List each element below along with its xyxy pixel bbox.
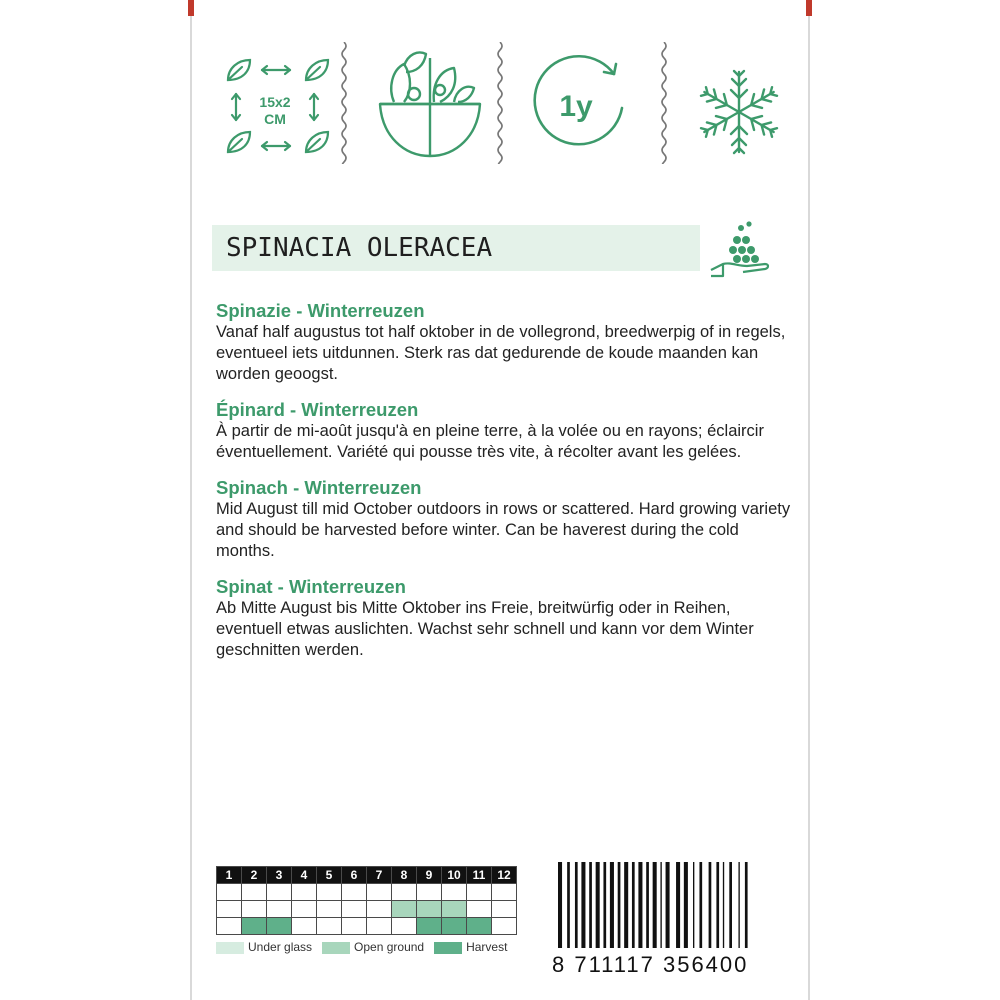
legend-label: Harvest bbox=[466, 940, 508, 954]
legend-item-open-ground bbox=[322, 940, 424, 954]
legend-swatch bbox=[322, 942, 350, 954]
section-title: Spinazie - Winterreuzen bbox=[216, 300, 425, 321]
legend-swatch bbox=[216, 942, 244, 954]
section-de bbox=[216, 576, 796, 661]
section-title: Épinard - Winterreuzen bbox=[216, 399, 419, 420]
calendar-month-5: 5 bbox=[317, 867, 342, 884]
section-title: Spinat - Winterreuzen bbox=[216, 576, 406, 597]
calendar-month-9: 9 bbox=[417, 867, 442, 884]
spacing-value: 15x2 bbox=[259, 94, 291, 110]
barcode bbox=[552, 862, 774, 978]
section-fr bbox=[216, 399, 796, 463]
calendar-cell bbox=[417, 918, 442, 935]
legend-label: Open ground bbox=[354, 940, 425, 954]
annual-cycle-icon bbox=[528, 40, 632, 170]
calendar-row-harvest bbox=[217, 918, 517, 935]
description-sections bbox=[216, 300, 796, 675]
barcode-bar bbox=[624, 862, 628, 948]
barcode-bar bbox=[610, 862, 614, 948]
cycle-label: 1y bbox=[559, 90, 593, 123]
calendar-month-4: 4 bbox=[292, 867, 317, 884]
calendar-month-3: 3 bbox=[267, 867, 292, 884]
barcode-bar bbox=[567, 862, 570, 948]
calendar-cell bbox=[342, 918, 367, 935]
legend-label: Under glass bbox=[248, 940, 313, 954]
hand-with-seeds-icon bbox=[707, 218, 777, 280]
calendar-cell bbox=[217, 884, 242, 901]
calendar-month-1: 1 bbox=[217, 867, 242, 884]
calendar-month-8: 8 bbox=[392, 867, 417, 884]
barcode-bar bbox=[618, 862, 621, 948]
barcode-bar bbox=[745, 862, 748, 948]
barcode-bars bbox=[552, 862, 774, 950]
calendar-month-2: 2 bbox=[242, 867, 267, 884]
barcode-bar bbox=[709, 862, 712, 948]
calendar-months-row bbox=[217, 867, 517, 884]
barcode-bar bbox=[723, 862, 724, 948]
calendar-legend bbox=[216, 940, 517, 954]
calendar-cell bbox=[442, 884, 467, 901]
barcode-bar bbox=[699, 862, 702, 948]
barcode-bar bbox=[716, 862, 719, 948]
section-en bbox=[216, 477, 796, 562]
calendar-cell bbox=[267, 918, 292, 935]
calendar-cell bbox=[342, 901, 367, 918]
calendar-cell bbox=[442, 918, 467, 935]
spacing-leaves-icon bbox=[220, 40, 330, 170]
legend-item-harvest bbox=[434, 940, 507, 954]
calendar-cell bbox=[467, 918, 492, 935]
calendar-cell bbox=[292, 884, 317, 901]
calendar-cell bbox=[417, 901, 442, 918]
calendar-cell bbox=[442, 901, 467, 918]
calendar-month-7: 7 bbox=[367, 867, 392, 884]
barcode-bar bbox=[646, 862, 649, 948]
wavy-line-icon bbox=[494, 42, 506, 164]
barcode-bar bbox=[581, 862, 585, 948]
icon-row bbox=[192, 40, 812, 180]
calendar-month-10: 10 bbox=[442, 867, 467, 884]
calendar-cell bbox=[492, 901, 517, 918]
calendar-cell bbox=[217, 918, 242, 935]
calendar-cell bbox=[317, 901, 342, 918]
calendar-month-11: 11 bbox=[467, 867, 492, 884]
section-body: Vanaf half augustus tot half oktober in de vollegrond, breedwerpig of in regels, eventueel iets uitdunnen. Sterk ras dat gedurende de koude maanden kan worden geoogst. bbox=[216, 323, 786, 383]
calendar-cell bbox=[392, 884, 417, 901]
barcode-bar bbox=[589, 862, 592, 948]
barcode-bar bbox=[632, 862, 635, 948]
scientific-name-band bbox=[212, 225, 700, 271]
calendar-cell bbox=[317, 918, 342, 935]
legend-swatch bbox=[434, 942, 462, 954]
calendar-row-under-glass bbox=[217, 884, 517, 901]
calendar-cell bbox=[392, 901, 417, 918]
calendar-cell bbox=[267, 884, 292, 901]
calendar-cell bbox=[467, 901, 492, 918]
snowflake-icon bbox=[694, 40, 784, 170]
wavy-line-icon bbox=[338, 42, 350, 164]
calendar-cell bbox=[267, 901, 292, 918]
barcode-bar bbox=[575, 862, 578, 948]
seed-packet-back bbox=[190, 0, 810, 1000]
barcode-bar bbox=[684, 862, 688, 948]
barcode-bar bbox=[653, 862, 657, 948]
calendar-cell bbox=[417, 884, 442, 901]
section-body: Ab Mitte August bis Mitte Oktober ins Freie, breitwürfig oder in Reihen, eventuell etwas auslichten. Wachst sehr schnell und kann vor dem Winter geschnitten werden. bbox=[216, 599, 754, 659]
barcode-bar bbox=[603, 862, 606, 948]
calendar-cell bbox=[292, 918, 317, 935]
calendar-cell bbox=[317, 884, 342, 901]
barcode-bar bbox=[638, 862, 642, 948]
barcode-bar bbox=[666, 862, 670, 948]
calendar-cell bbox=[217, 901, 242, 918]
calendar-cell bbox=[342, 884, 367, 901]
calendar-month-12: 12 bbox=[492, 867, 517, 884]
calendar-cell bbox=[367, 901, 392, 918]
calendar-cell bbox=[367, 918, 392, 935]
calendar-cell bbox=[367, 884, 392, 901]
barcode-bar bbox=[660, 862, 661, 948]
calendar-cell bbox=[492, 918, 517, 935]
section-title: Spinach - Winterreuzen bbox=[216, 477, 422, 498]
barcode-bar bbox=[558, 862, 562, 948]
calendar-cell bbox=[242, 918, 267, 935]
salad-bowl-icon bbox=[374, 40, 486, 170]
calendar-cell bbox=[392, 918, 417, 935]
calendar-cell bbox=[292, 901, 317, 918]
calendar-cell bbox=[467, 884, 492, 901]
barcode-bar bbox=[693, 862, 694, 948]
calendar-cell bbox=[242, 901, 267, 918]
spacing-unit: CM bbox=[264, 111, 286, 127]
section-body: Mid August till mid October outdoors in rows or scattered. Hard growing variety and should be harvested before winter. Can be haverest during the cold months. bbox=[216, 500, 791, 560]
legend-item-under-glass bbox=[216, 940, 312, 954]
calendar-table bbox=[216, 866, 517, 935]
barcode-bar bbox=[738, 862, 739, 948]
sowing-calendar bbox=[216, 866, 517, 954]
barcode-bar bbox=[596, 862, 600, 948]
wavy-line-icon bbox=[658, 42, 670, 164]
barcode-number: 8 711117 356400 bbox=[552, 952, 749, 977]
section-nl bbox=[216, 300, 796, 385]
barcode-bar bbox=[729, 862, 732, 948]
barcode-bar bbox=[676, 862, 680, 948]
calendar-month-6: 6 bbox=[342, 867, 367, 884]
calendar-cell bbox=[492, 884, 517, 901]
calendar-cell bbox=[242, 884, 267, 901]
section-body: À partir de mi-août jusqu'à en pleine terre, à la volée ou en rayons; éclaircir éventuellement. Variété qui pousse très vite, à récolter avant les gelées. bbox=[216, 422, 764, 461]
scientific-name: SPINACIA OLERACEA bbox=[226, 233, 493, 263]
calendar-row-open-ground bbox=[217, 901, 517, 918]
